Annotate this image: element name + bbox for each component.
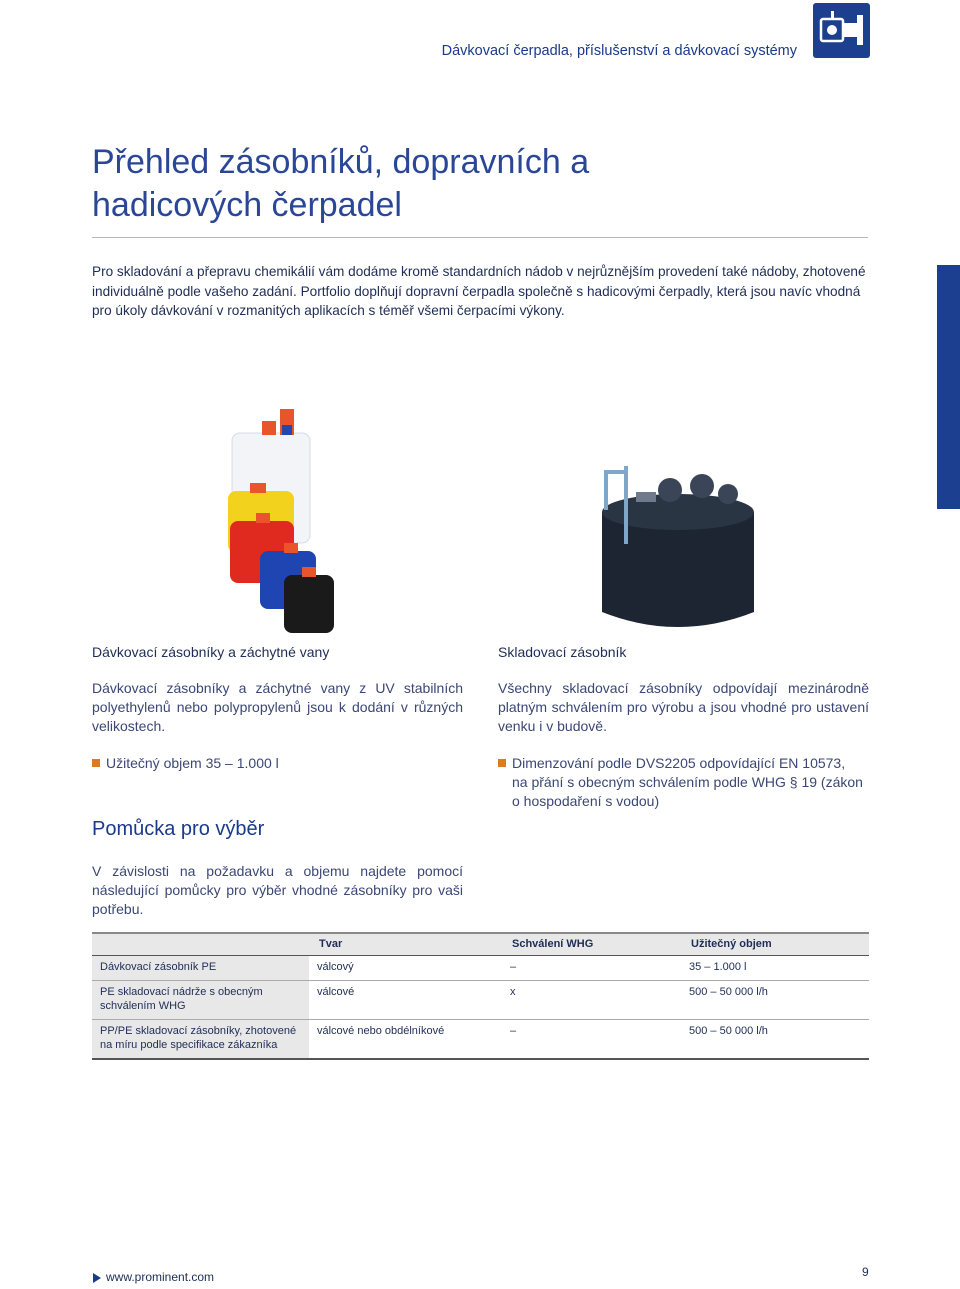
- table-cell: x: [502, 980, 681, 1019]
- selection-text: V závislosti na požadavku a objemu najdete pomocí následující pomůcky pro výběr vhodné zásobníky pro vaši potřebu.: [92, 863, 463, 917]
- arrow-right-icon: [93, 1273, 101, 1283]
- dosing-tanks-image: [222, 403, 362, 643]
- pump-logo-icon[interactable]: [813, 3, 870, 58]
- intro-paragraph: Pro skladování a přepravu chemikálií vám dodáme kromě standardních nádob v nejrůznějším provedení také nádoby, zhotovené individuálně podle vašeho zadání. Portfolio doplňují dopravní čerpadla společně s hadicovými čerpadly, která jsou navíc vhodná pro úkoly dávkování v rozmanitých aplikacích s téměř všemi čerpacími výkony.: [92, 264, 866, 318]
- selection-table: [92, 932, 869, 1060]
- table-header-cell: Užitečný objem: [681, 933, 869, 955]
- table-cell: PP/PE skladovací zásobníky, zhotovené na míru podle specifikace zákazníka: [92, 1019, 309, 1059]
- table-cell: –: [502, 1019, 681, 1059]
- footer-url-link[interactable]: www.prominent.com: [106, 1270, 215, 1284]
- bullet-square-icon: [498, 759, 506, 767]
- table-row: [92, 955, 869, 980]
- table-row: [92, 980, 869, 1019]
- dosing-tanks-text: Dávkovací zásobníky a záchytné vany z UV stabilních polyethylenů nebo polypropylenů jsou k dodání v různých velikostech.: [92, 680, 463, 734]
- page-title: [92, 141, 792, 227]
- title-divider: [92, 237, 868, 238]
- storage-tank-bullet-line-1: Dimenzování podle DVS2205 odpovídající EN 10573,: [512, 755, 846, 771]
- storage-tank-section: [498, 643, 869, 811]
- table-cell: 500 – 50 000 l/h: [681, 1019, 869, 1059]
- side-tab: [937, 265, 960, 509]
- bullet-square-icon: [92, 759, 100, 767]
- table-cell: PE skladovací nádrže s obecným schválením WHG: [92, 980, 309, 1019]
- storage-tank-image: [590, 462, 766, 642]
- storage-tank-text: Všechny skladovací zásobníky odpovídají mezinárodně platným schválením pro výrobu a jsou vhodné pro ustavení venku i v budově.: [498, 680, 869, 734]
- storage-tank-bullet: [498, 754, 869, 811]
- table-cell: –: [502, 955, 681, 980]
- page-title-line-2: hadicových čerpadel: [92, 186, 402, 224]
- page-number: 9: [862, 1265, 869, 1279]
- table-cell: válcové nebo obdélníkové: [309, 1019, 502, 1059]
- storage-tank-bullet-line-3: o hospodaření s vodou): [512, 793, 660, 809]
- storage-tank-bullet-line-2: na přání s obecným schválením podle WHG § 19 (zákon: [512, 774, 863, 790]
- dosing-tanks-heading: Dávkovací zásobníky a záchytné vany: [92, 644, 330, 660]
- dosing-tanks-bullet: [92, 754, 463, 773]
- table-cell: válcový: [309, 955, 502, 980]
- table-cell: válcové: [309, 980, 502, 1019]
- header-title: Dávkovací čerpadla, příslušenství a dávkovací systémy: [441, 43, 797, 59]
- page-title-line-1: Přehled zásobníků, dopravních a: [92, 143, 590, 181]
- table-header-row: [92, 933, 869, 955]
- table-header-cell: Tvar: [309, 933, 502, 955]
- table-cell: Dávkovací zásobník PE: [92, 955, 309, 980]
- selection-heading: Pomůcka pro výběr: [92, 818, 265, 840]
- storage-tank-heading: Skladovací zásobník: [498, 644, 627, 660]
- table-row: [92, 1019, 869, 1059]
- table-cell: 500 – 50 000 l/h: [681, 980, 869, 1019]
- table-header-cell: Schválení WHG: [502, 933, 681, 955]
- table-cell: 35 – 1.000 l: [681, 955, 869, 980]
- dosing-tanks-bullet-text: Užitečný objem 35 – 1.000 l: [106, 755, 279, 771]
- table-header-cell: [92, 933, 309, 955]
- dosing-tanks-section: [92, 643, 463, 773]
